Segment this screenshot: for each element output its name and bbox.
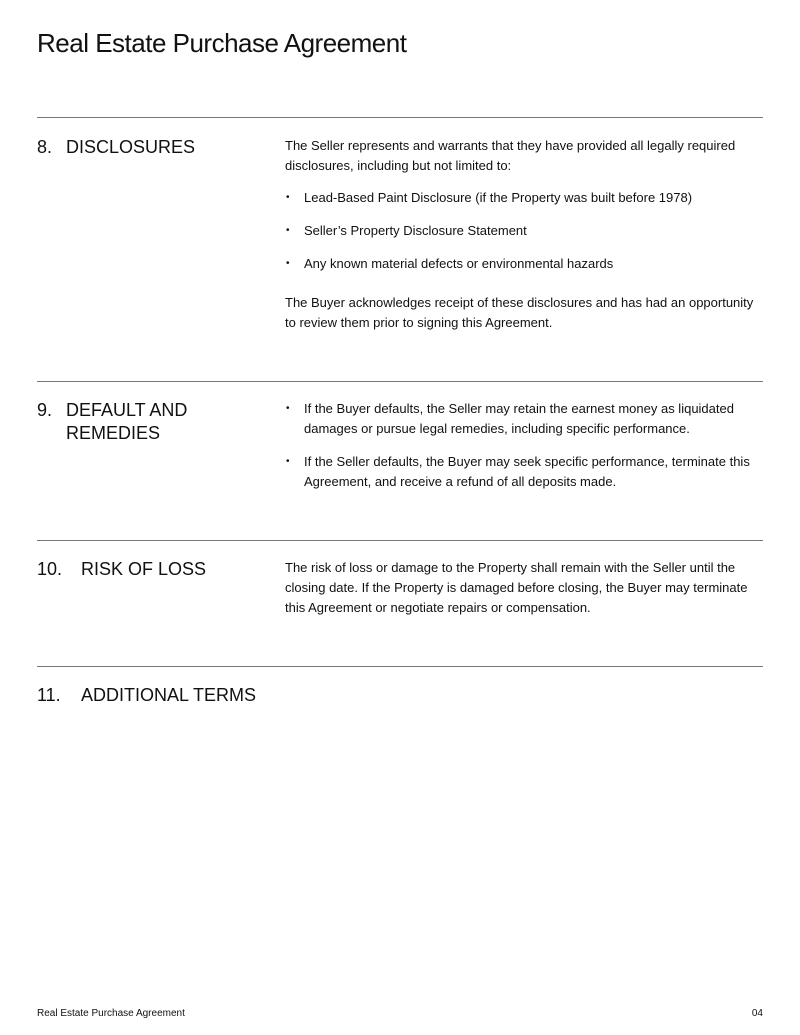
section-title: RISK OF LOSS — [81, 559, 207, 579]
divider — [37, 540, 763, 541]
paragraph: The risk of loss or damage to the Property shall remain with the Seller until the closing date. If the Property is damaged before closing, the Buyer may terminate this Agreement or negotiate repairs or compensation. — [285, 560, 748, 615]
section-number: 11. — [37, 685, 61, 705]
section-heading — [37, 558, 267, 581]
section-number: 8. — [37, 137, 53, 157]
section-heading — [37, 399, 207, 445]
list-item: • If the Seller defaults, the Buyer may seek specific performance, terminate this Agreement, and receive a refund of all deposits made. — [285, 452, 763, 492]
list-item: • If the Buyer defaults, the Seller may retain the earnest money as liquidated damages or pursue legal remedies, including specific performance. — [285, 399, 763, 439]
divider — [37, 117, 763, 118]
footer-title: Real Estate Purchase Agreement — [37, 1008, 185, 1019]
section-number: 10. — [37, 559, 63, 579]
paragraph: The Seller represents and warrants that they have provided all legally required disclosures, including but not limited to: — [285, 138, 736, 173]
section-heading — [37, 136, 267, 159]
divider — [37, 381, 763, 382]
bullet-list — [285, 188, 763, 274]
section-body — [285, 558, 763, 618]
section-heading — [37, 684, 337, 707]
list-item: • Seller’s Property Disclosure Statement — [285, 221, 763, 241]
section-title: ADDITIONAL TERMS — [81, 685, 257, 705]
section-body — [285, 399, 763, 492]
list-item: • Lead-Based Paint Disclosure (if the Property was built before 1978) — [285, 188, 763, 208]
section-number: 9. — [37, 400, 53, 420]
bullet-list — [285, 399, 763, 492]
section-title: DEFAULT AND REMEDIES — [66, 400, 188, 443]
page-title: Real Estate Purchase Agreement — [37, 28, 407, 58]
list-item: • Any known material defects or environmental hazards — [285, 254, 763, 274]
paragraph: The Buyer acknowledges receipt of these disclosures and has had an opportunity to review them prior to signing this Agreement. — [285, 295, 754, 330]
section-title: DISCLOSURES — [66, 137, 196, 157]
divider — [37, 666, 763, 667]
page-number: 04 — [751, 1008, 763, 1019]
section-body — [285, 136, 763, 333]
